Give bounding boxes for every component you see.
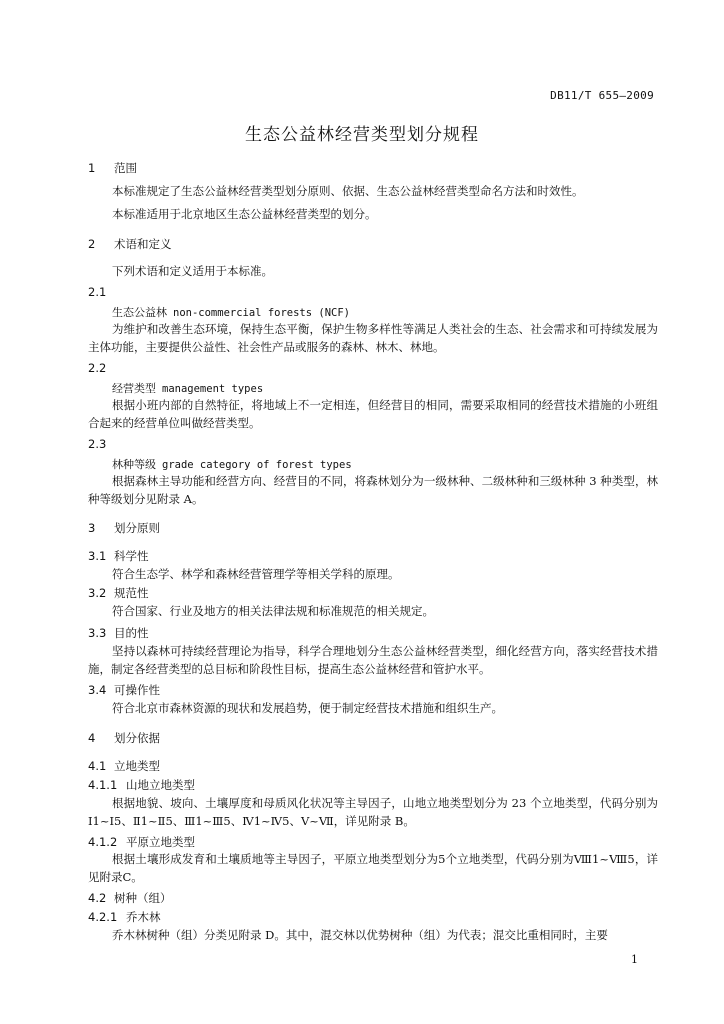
clause-title: 树种（组） xyxy=(114,891,172,905)
term-definition: 根据小班内部的自然特征，将地域上不一定相连，但经营目的相同，需要采取相同的经营技术措施的小班组合起来的经营单位叫做经营类型。 xyxy=(88,398,658,430)
term-number: 2.3 xyxy=(88,437,107,451)
clause-title: 目的性 xyxy=(114,626,149,640)
paragraph: 根据土壤形成发育和土壤质地等主导因子，平原立地类型划分为5个立地类型，代码分别为Ⅷ1~Ⅷ5，详见附录C。 xyxy=(88,852,658,884)
clause-heading xyxy=(88,585,149,601)
clause-title: 立地类型 xyxy=(114,759,160,773)
term-definition: 根据森林主导功能和经营方向、经营目的不同，将森林划分为一级林种、二级林种和三级林种 3 种类型，林种等级划分见附录 A。 xyxy=(88,474,658,506)
paragraph: 本标准规定了生态公益林经营类型划分原则、依据、生态公益林经营类型命名方法和时效性。 xyxy=(112,184,584,198)
clause-heading xyxy=(88,548,149,564)
clause-title: 可操作性 xyxy=(114,683,160,697)
subclause-heading xyxy=(88,777,195,793)
subclause-heading xyxy=(88,834,195,850)
clause-number: 4.1.2 xyxy=(88,835,118,849)
paragraph: 坚持以森林可持续经营理论为指导，科学合理地划分生态公益林经营类型，细化经营方向，落实经营技术措施，制定各经营类型的总目标和阶段性目标，提高生态公益林经营和管护水平。 xyxy=(88,644,658,676)
clause-heading xyxy=(88,625,149,641)
term-number: 2.2 xyxy=(88,361,107,375)
paragraph: 根据地貌、坡向、土壤厚度和母质风化状况等主导因子，山地立地类型划分为 23 个立地类型，代码分别为Ⅰ1~Ⅰ5、Ⅱ1~Ⅱ5、Ⅲ1~Ⅲ5、Ⅳ1~Ⅳ5、Ⅴ~Ⅶ，详见附录 B。 xyxy=(88,796,658,828)
paragraph: 符合国家、行业及地方的相关法律法规和标准规范的相关规定。 xyxy=(112,604,434,618)
clause-title: 平原立地类型 xyxy=(126,835,195,849)
paragraph: 下列术语和定义适用于本标准。 xyxy=(112,264,273,278)
clause-number: 3.3 xyxy=(88,626,107,640)
term-definition: 为维护和改善生态环境，保持生态平衡，保护生物多样性等满足人类社会的生态、社会需求和可持续发展为主体功能，主要提供公益性、社会性产品或服务的森林、林木、林地。 xyxy=(88,322,658,354)
subclause-heading xyxy=(88,909,161,925)
clause-heading xyxy=(88,682,160,698)
clause-heading xyxy=(88,890,172,906)
clause-number: 4.2.1 xyxy=(88,910,118,924)
clause-number: 3.1 xyxy=(88,549,107,563)
section-1-heading xyxy=(88,160,137,176)
document-title: 生态公益林经营类型划分规程 xyxy=(245,125,479,145)
clause-heading xyxy=(88,758,160,774)
section-title: 术语和定义 xyxy=(114,237,172,251)
term-number: 2.1 xyxy=(88,285,107,299)
term-english: management types xyxy=(162,383,264,395)
term-heading xyxy=(112,456,352,472)
term-heading xyxy=(112,380,263,396)
term-name: 生态公益林 xyxy=(112,306,167,319)
clause-number: 4.1 xyxy=(88,759,107,773)
clause-title: 规范性 xyxy=(114,586,149,600)
clause-number: 4.2 xyxy=(88,891,107,905)
term-english: grade category of forest types xyxy=(162,459,352,471)
section-3-heading xyxy=(88,520,160,536)
section-2-heading xyxy=(88,236,172,252)
section-4-heading xyxy=(88,730,160,746)
section-title: 划分原则 xyxy=(114,521,160,535)
paragraph: 乔木林树种（组）分类见附录 D。其中，混交林以优势树种（组）为代表；混交比重相同时，主要 xyxy=(112,928,608,942)
section-number: 2 xyxy=(88,237,96,251)
clause-number: 4.1.1 xyxy=(88,778,118,792)
page-number: 1 xyxy=(631,953,638,966)
term-name: 经营类型 xyxy=(112,382,156,395)
section-number: 1 xyxy=(88,161,96,175)
section-number: 3 xyxy=(88,521,96,535)
clause-title: 山地立地类型 xyxy=(126,778,195,792)
term-name: 林种等级 xyxy=(112,458,156,471)
section-title: 划分依据 xyxy=(114,731,160,745)
paragraph: 符合生态学、林学和森林经营管理学等相关学科的原理。 xyxy=(112,567,400,581)
term-english: non-commercial forests (NCF) xyxy=(173,307,351,319)
clause-number: 3.2 xyxy=(88,586,107,600)
clause-number: 3.4 xyxy=(88,683,107,697)
clause-title: 科学性 xyxy=(114,549,149,563)
document-number: DB11/T 655—2009 xyxy=(550,89,654,102)
section-number: 4 xyxy=(88,731,96,745)
paragraph: 本标准适用于北京地区生态公益林经营类型的划分。 xyxy=(112,207,377,221)
section-title: 范围 xyxy=(114,161,137,175)
term-heading xyxy=(112,304,350,320)
clause-title: 乔木林 xyxy=(126,910,161,924)
paragraph: 符合北京市森林资源的现状和发展趋势，便于制定经营技术措施和组织生产。 xyxy=(112,701,503,715)
